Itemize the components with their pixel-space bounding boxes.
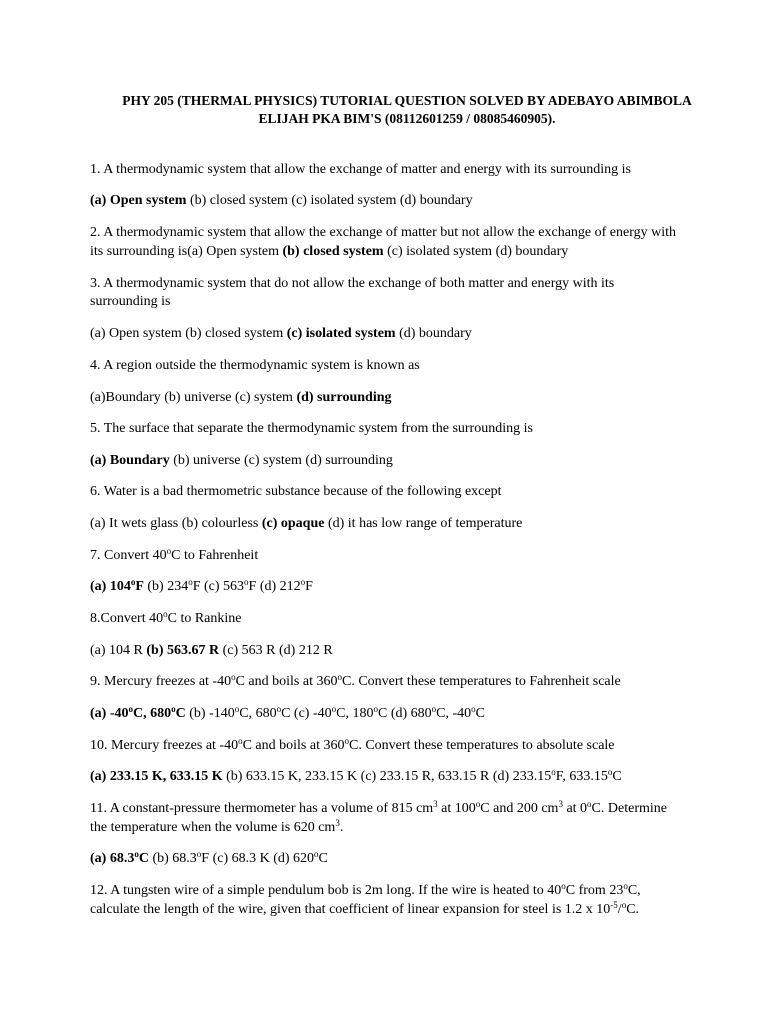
answer-options-7: (a) 104$^o$F (b) 234$^o$F (c) 563$^o$F (d) 212$^o$F (90, 577, 313, 594)
question-12: 12. A tungsten wire of a simple pendulum bob is 2m long. If the wire is heated to 40$^o$C from 23$^o$C, (90, 881, 641, 898)
correct-answer: (a) 233.15 K, 633.15 K (90, 769, 223, 784)
question-11: 11. A constant-pressure thermometer has a volume of 815 $cm^3$ at 100$^o$C and 200 $cm^3$ at 0$^o$C. Determine (90, 799, 667, 816)
question-11-line-2: the temperature when the volume is 620 $cm^3$. (90, 818, 344, 835)
correct-answer: (c) opaque (261, 516, 325, 531)
correct-answer: (a) Open system (90, 193, 187, 208)
answer-options-5: (a) Boundary (b) universe (c) system (d) surrounding (90, 453, 393, 468)
question-5: 5. The surface that separate the thermodynamic system from the surrounding is (90, 421, 533, 436)
correct-answer: (a) 68.3$^o$C (90, 849, 149, 866)
question-4: 4. A region outside the thermodynamic system is known as (90, 358, 420, 373)
answer-options-11: (a) 68.3$^o$C (b) 68.3$^o$F (c) 68.3 K (d) 620$^o$C (90, 849, 328, 866)
question-10: 10. Mercury freezes at -40$^o$C and boils at 360$^o$C. Convert these temperatures to absolute scale (90, 736, 615, 753)
question-7: 7. Convert 40$^o$C to Fahrenheit (90, 546, 259, 563)
question-8: 8.Convert 40$^o$C to Rankine (90, 609, 242, 626)
correct-answer: (c) isolated system (286, 326, 396, 341)
answer-options-10: (a) 233.15 K, 633.15 K (b) 633.15 K, 233.15 K (c) 233.15 R, 633.15 R (d) 233.15$^o$F, 633.15$^o$C (90, 767, 622, 784)
correct-answer: (d) surrounding (296, 390, 392, 405)
correct-answer: (a) Boundary (90, 453, 170, 468)
answer-options-1: (a) Open system (b) closed system (c) isolated system (d) boundary (90, 193, 473, 208)
answer-options-6: (a) It wets glass (b) colourless (c) opaque (d) it has low range of temperature (90, 516, 523, 531)
answer-options-3: (a) Open system (b) closed system (c) isolated system (d) boundary (90, 326, 472, 341)
correct-answer: (a) 104$^o$F (90, 577, 144, 594)
answer-options-8: (a) 104 R (b) 563.67 R (c) 563 R (d) 212 R (90, 643, 333, 658)
question-1: 1. A thermodynamic system that allow the exchange of matter and energy with its surrounding is (90, 162, 631, 177)
answer-options-4: (a)Boundary (b) universe (c) system (d) surrounding (90, 390, 392, 405)
title-line-1: PHY 205 (THERMAL PHYSICS) TUTORIAL QUESTION SOLVED BY ADEBAYO ABIMBOLA (122, 93, 692, 108)
question-9: 9. Mercury freezes at -40$^o$C and boils at 360$^o$C. Convert these temperatures to Fahrenheit scale (90, 672, 621, 689)
question-12-line-2: calculate the length of the wire, given that coefficient of linear expansion for steel is 1.2 x $10^{-5}/^oC$. (90, 900, 640, 917)
question-2-line-2: its surrounding is(a) Open system (b) closed system (c) isolated system (d) boundary (90, 244, 569, 259)
answer-options-9: (a) -40$^o$C, 680$^o$C (b) -140$^o$C, 680$^o$C (c) -40$^o$C, 180$^o$C (d) 680$^o$C, -40$^o$C (90, 704, 485, 721)
correct-answer: (a) -40$^o$C, 680$^o$C (90, 704, 186, 721)
question-3: 3. A thermodynamic system that do not allow the exchange of both matter and energy with its surrounding is (90, 276, 615, 309)
question-2: 2. A thermodynamic system that allow the exchange of matter but not allow the exchange of energy with (90, 225, 677, 240)
title-line-2: ELIJAH PKA BIM'S (08112601259 / 08085460905). (258, 110, 556, 126)
document-title (90, 92, 724, 127)
correct-answer: (b) 563.67 R (146, 643, 220, 658)
question-6: 6. Water is a bad thermometric substance because of the following except (90, 484, 502, 499)
correct-answer: (b) closed system (282, 244, 384, 259)
